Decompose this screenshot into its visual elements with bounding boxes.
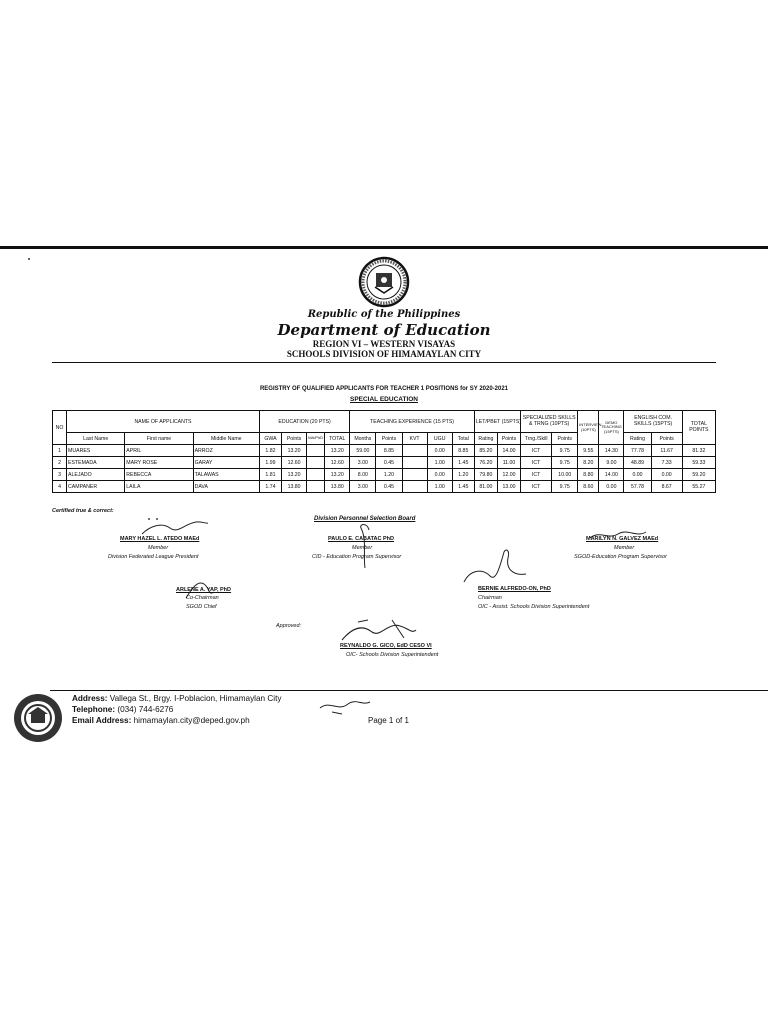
cell-lrating: 81.00 [474,481,497,493]
department-title: Department of Education [277,321,491,339]
board-title: Division Personnel Selection Board [314,516,416,522]
cell-etotal: 13.80 [325,481,350,493]
cell-tpts: 1.20 [376,469,402,481]
col-demo-teaching: DEMO TEACHING (15PTS) [599,411,624,445]
cell-first: APRIL [125,445,193,457]
cell-total: 59.20 [682,469,715,481]
cell-middle: GARAY [193,457,259,469]
cell-epts: 13.20 [282,469,307,481]
cell-no: 4 [53,481,67,493]
cell-spts: 10.00 [552,469,578,481]
cell-lpts: 13.00 [497,481,520,493]
signatory-5-desc: OIC - Assist. Schools Division Superintendent [478,604,590,610]
signatory-5-name: BERNIE ALFREDO-ON, PhD [478,586,551,592]
cell-demo: 0.00 [599,481,624,493]
cell-ttotal: 1.45 [452,481,474,493]
cell-maed [307,469,325,481]
footer-telephone [72,705,173,714]
region-line: REGION VI – WESTERN VISAYAS [312,339,456,349]
signatory-3-name: MARILYN N. GALVEZ MAEd [586,536,659,542]
cell-lpts: 11.00 [497,457,520,469]
signatory-4-name: ARLENE A. YAP, PhD [176,587,232,593]
cell-first: LAILA [125,481,193,493]
cell-epts: 13.80 [282,481,307,493]
cell-interview: 8.20 [578,457,599,469]
col-spec-points: Points [552,433,578,445]
cell-kvt [402,469,427,481]
cell-tpts: 0.45 [376,457,402,469]
signatory-3-role: Member [614,545,635,551]
footer-divider [50,690,768,691]
cell-middle: TALAWAS [193,469,259,481]
cell-total: 59.33 [682,457,715,469]
cell-last: CAMPANER [67,481,125,493]
cell-epts: 12.60 [282,457,307,469]
signatory-1-role: Member [148,545,169,551]
signature-1-mark [140,516,210,538]
signatory-2-name: PAULO E. CABATAC PhD [328,536,394,542]
cell-epts2: 7.33 [651,457,682,469]
cell-interview: 8.60 [578,481,599,493]
cell-gwa: 1.99 [259,457,281,469]
cell-epts2: 8.67 [651,481,682,493]
cell-no: 1 [53,445,67,457]
cell-maed [307,445,325,457]
initial-signature-mark [318,694,372,716]
republic-line: Republic of the Philippines [307,309,461,320]
cell-ttotal: 8.85 [452,445,474,457]
signatory-4-desc: SGOD Chief [186,604,217,610]
col-let-group: LET/PBET (15PTS) [474,411,520,433]
cell-erating: 77.78 [624,445,651,457]
division-line: SCHOOLS DIVISION OF HIMAMAYLAN CITY [286,349,482,359]
cell-lrating: 79.80 [474,469,497,481]
col-teaching-group: TEACHING EXPERIENCE (15 PTS) [350,411,475,433]
page-number: Page 1 of 1 [368,716,409,725]
cell-kvt [402,457,427,469]
table-row [53,457,716,469]
signatory-1-desc: Division Federated League President [108,554,199,560]
footer-address [72,694,281,703]
cell-kvt [402,481,427,493]
cell-lpts: 14.00 [497,445,520,457]
division-logo-icon [12,692,64,744]
cell-first: MARY ROSE [125,457,193,469]
email-label: Email Address: [72,716,132,725]
cell-middle: DAVA [193,481,259,493]
col-teach-total: Total [452,433,474,445]
cell-months: 59.00 [350,445,376,457]
table-header-row [53,411,716,433]
col-gwa: GWA [259,433,281,445]
cell-trng: ICT [521,457,552,469]
table-row [53,481,716,493]
cell-lpts: 12.00 [497,469,520,481]
col-first-name: First name [125,433,193,445]
col-kvt: KVT [402,433,427,445]
cell-demo: 14.00 [599,469,624,481]
cell-interview: 9.55 [578,445,599,457]
col-maed: MA/PhD [307,433,325,445]
cell-last: ESTEMADA [67,457,125,469]
cell-erating: 57.78 [624,481,651,493]
signatory-5-role: Chairman [478,595,502,601]
col-education-group: EDUCATION (20 PTS) [259,411,349,433]
cell-ttotal: 1.20 [452,469,474,481]
cell-etotal: 13.20 [325,469,350,481]
col-trng: Trng./Skill [521,433,552,445]
deped-seal-icon [358,256,410,308]
cell-middle: ARROZ [193,445,259,457]
signatory-6-name: REYNALDO G. GICO, EdD CESO VI [340,643,432,649]
address-value: Vallega St., Brgy. I-Poblacion, Himamaylan City [109,694,282,703]
footer-email [72,716,250,725]
col-total-points: TOTAL POINTS [682,411,715,445]
col-middle-name: Middle Name [193,433,259,445]
col-interview: INTERVIEW (10PTS) [578,411,599,445]
cell-trng: ICT [521,445,552,457]
cell-erating: 48.89 [624,457,651,469]
applicants-table [52,410,716,493]
cell-gwa: 1.74 [259,481,281,493]
col-edu-points: Points [282,433,307,445]
col-name-group: NAME OF APPLICANTS [67,411,260,433]
cell-months: 3.00 [350,481,376,493]
col-no: NO [53,411,67,445]
top-scan-border [0,246,768,249]
col-english-group: ENGLISH COM. SKILLS (15PTS) [624,411,682,433]
cell-months: 8.00 [350,469,376,481]
table-row [53,445,716,457]
speck-mark [28,258,30,260]
signatory-6-desc: OIC- Schools Division Superintendent [346,652,439,658]
cell-months: 3.00 [350,457,376,469]
cell-last: ALEJADO [67,469,125,481]
registry-title: REGISTRY OF QUALIFIED APPLICANTS FOR TEACHER 1 POSITIONS for SY 2020-2021 [259,386,509,392]
cell-epts2: 11.67 [651,445,682,457]
signatory-3-desc: SGOD-Education Program Supervisor [574,554,667,560]
col-ugu: UGU [427,433,452,445]
cell-erating: 0.00 [624,469,651,481]
cell-demo: 9.00 [599,457,624,469]
cell-ugu: 0.00 [427,469,452,481]
cell-epts: 13.20 [282,445,307,457]
cell-spts: 9.75 [552,481,578,493]
cell-first: REBECCA [125,469,193,481]
col-last-name: Last Name [67,433,125,445]
cell-trng: ICT [521,481,552,493]
registry-subtitle: SPECIAL EDUCATION [349,396,418,403]
signatory-2-role: Member [352,545,373,551]
cell-trng: ICT [521,469,552,481]
col-eng-points: Points [651,433,682,445]
col-let-rating: Rating [474,433,497,445]
telephone-label: Telephone: [72,705,116,714]
cell-ttotal: 1.45 [452,457,474,469]
address-label: Address: [72,694,108,703]
cell-maed [307,481,325,493]
cell-spts: 9.75 [552,445,578,457]
col-eng-rating: Rating [624,433,651,445]
cell-last: MUARES [67,445,125,457]
header-divider [52,362,716,363]
cell-total: 55.27 [682,481,715,493]
cell-interview: 8.80 [578,469,599,481]
col-let-points: Points [497,433,520,445]
cell-etotal: 13.20 [325,445,350,457]
cell-gwa: 1.81 [259,469,281,481]
cell-total: 81.32 [682,445,715,457]
col-specialized-group: SPECIALIZED SKILLS & TRNG (10PTS) [521,411,578,433]
cell-gwa: 1.82 [259,445,281,457]
cell-lrating: 85.20 [474,445,497,457]
table-row [53,469,716,481]
certified-label: Certified true & correct: [52,508,114,514]
cell-maed [307,457,325,469]
cell-epts2: 0.00 [651,469,682,481]
signatory-2-desc: CID - Education Program Supervisor [312,554,402,560]
cell-no: 2 [53,457,67,469]
cell-ugu: 1.00 [427,481,452,493]
col-edu-total: TOTAL [325,433,350,445]
cell-lrating: 76.20 [474,457,497,469]
telephone-value: (034) 744-6276 [117,705,174,714]
cell-tpts: 0.45 [376,481,402,493]
col-months: Months [350,433,376,445]
signatory-4-role: Co-Chairman [186,595,219,601]
cell-tpts: 8.85 [376,445,402,457]
cell-no: 3 [53,469,67,481]
email-value: himamaylan.city@deped.gov.ph [133,716,250,725]
cell-demo: 14.30 [599,445,624,457]
cell-kvt [402,445,427,457]
signatory-1-name: MARY HAZEL L. ATEDO MAEd [120,536,200,542]
cell-ugu: 0.00 [427,445,452,457]
cell-spts: 9.75 [552,457,578,469]
cell-etotal: 12.60 [325,457,350,469]
approved-label: Approved: [276,623,302,629]
col-teach-points: Points [376,433,402,445]
cell-ugu: 1.00 [427,457,452,469]
